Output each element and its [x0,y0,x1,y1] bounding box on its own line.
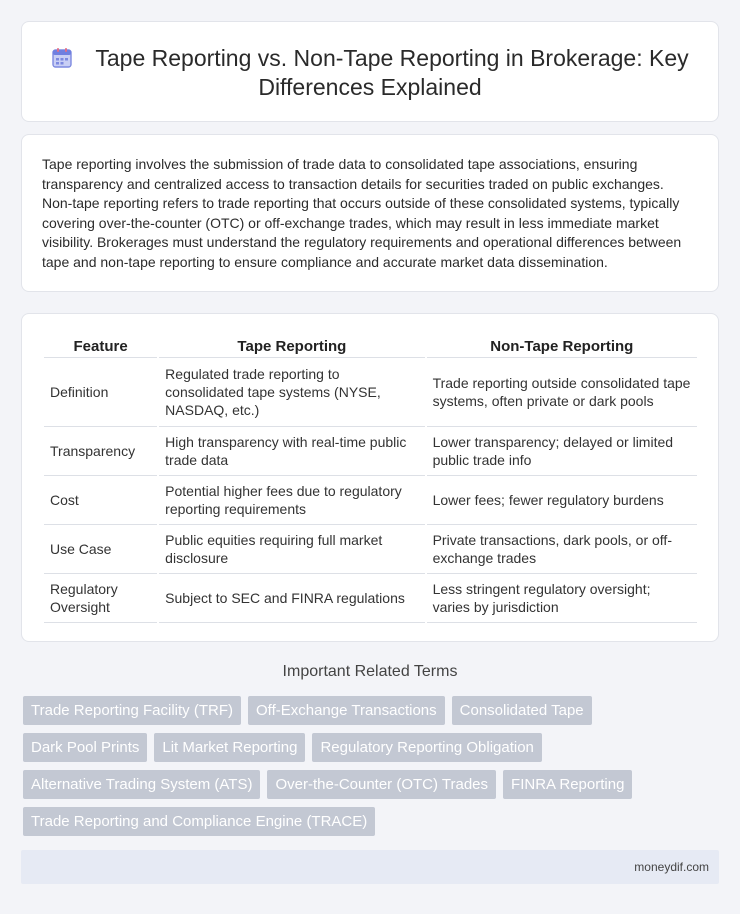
tape-cell: Subject to SEC and FINRA regulations [159,574,424,623]
non-tape-cell: Lower fees; fewer regulatory burdens [427,476,697,525]
header-non-tape-reporting: Non-Tape Reporting [427,336,697,358]
comparison-table-card [21,313,719,642]
feature-cell: Transparency [44,427,157,476]
non-tape-cell: Private transactions, dark pools, or off-exchange trades [427,525,697,574]
related-term-tag[interactable]: Regulatory Reporting Obligation [312,733,541,762]
intro-paragraph: Tape reporting involves the submission of trade data to consolidated tape associations, ensuring transparency and centralized access to transaction details for securities traded on public exchanges. Non-tape reporting refers to trade reporting that occurs outside of these consolidated systems, typically covering over-the-counter (OTC) or off-exchange trades, which may result in less immediate market visibility. Brokerages must understand the regulatory requirements and operational differences between tape and non-tape reporting to ensure compliance and accurate market data dissemination. [42,156,682,270]
related-term-tag[interactable]: Over-the-Counter (OTC) Trades [267,770,496,799]
table-row [44,525,697,574]
feature-cell: Cost [44,476,157,525]
page-title: Tape Reporting vs. Non-Tape Reporting in Brokerage: Key Differences Explained [95,45,689,100]
table-row [44,574,697,623]
related-terms-tags [23,696,723,836]
related-term-tag[interactable]: Off-Exchange Transactions [248,696,445,725]
comparison-table [42,336,699,623]
calendar-icon [51,47,73,69]
tape-cell: Public equities requiring full market disclosure [159,525,424,574]
header-tape-reporting: Tape Reporting [159,336,424,358]
related-terms-title: Important Related Terms [282,663,458,680]
feature-cell: Definition [44,358,157,427]
non-tape-cell: Trade reporting outside consolidated tape systems, often private or dark pools [427,358,697,427]
related-term-tag[interactable]: Consolidated Tape [452,696,592,725]
header-feature: Feature [44,336,157,358]
related-term-tag[interactable]: Trade Reporting and Compliance Engine (TRACE) [23,807,375,836]
related-term-tag[interactable]: Trade Reporting Facility (TRF) [23,696,241,725]
tape-cell: Potential higher fees due to regulatory reporting requirements [159,476,424,525]
table-row [44,358,697,427]
table-row [44,427,697,476]
footer [21,850,719,884]
tape-cell: High transparency with real-time public trade data [159,427,424,476]
intro-card [21,134,719,292]
tape-cell: Regulated trade reporting to consolidated tape systems (NYSE, NASDAQ, etc.) [159,358,424,427]
feature-cell: Use Case [44,525,157,574]
table-row [44,476,697,525]
table-header-row [44,336,697,358]
non-tape-cell: Less stringent regulatory oversight; varies by jurisdiction [427,574,697,623]
related-term-tag[interactable]: Alternative Trading System (ATS) [23,770,260,799]
page-title-wrap [22,44,718,102]
feature-cell: Regulatory Oversight [44,574,157,623]
related-term-tag[interactable]: FINRA Reporting [503,770,632,799]
related-term-tag[interactable]: Lit Market Reporting [154,733,305,762]
non-tape-cell: Lower transparency; delayed or limited public trade info [427,427,697,476]
related-term-tag[interactable]: Dark Pool Prints [23,733,147,762]
footer-site-link[interactable]: moneydif.com [634,860,709,874]
title-card [21,21,719,122]
